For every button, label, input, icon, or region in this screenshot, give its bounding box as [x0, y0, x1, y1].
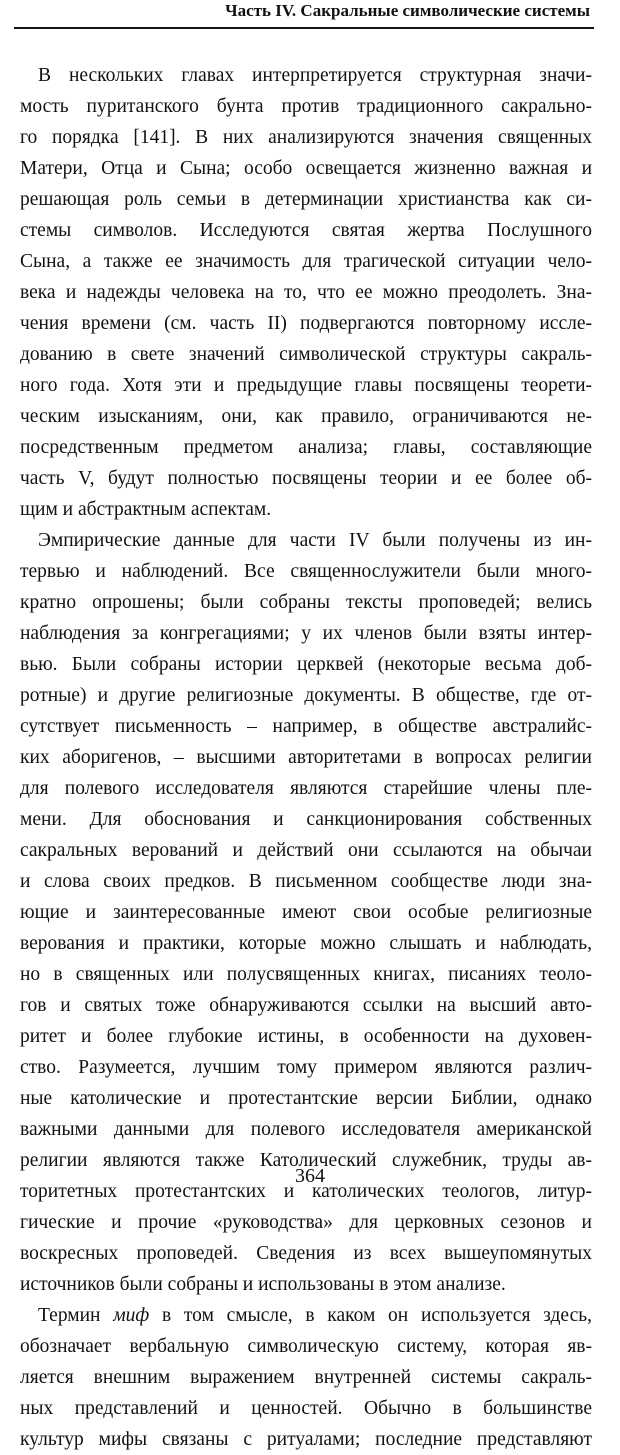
- text-line: наблюдения за конгрегациями; у их членов были взяты интер-: [20, 623, 592, 644]
- running-head: Часть IV. Сакральные символические системы: [225, 1, 590, 20]
- header-rule: [14, 27, 594, 29]
- text-line: века и надежды человека на то, что ее можно преодолеть. Зна-: [20, 282, 592, 303]
- text-line: верования и практики, которые можно слышать и наблюдать,: [20, 933, 592, 954]
- text-line: В нескольких главах интерпретируется структурная значи-: [38, 65, 592, 86]
- page-number: 364: [295, 1165, 325, 1187]
- text-line: воскресных проповедей. Сведения из всех вышеупомянутых: [20, 1243, 592, 1264]
- text-line: гические и прочие «руководства» для церковных сезонов и: [20, 1212, 592, 1233]
- text-line: важными данными для полевого исследователя американской: [20, 1119, 592, 1140]
- text-line: стемы символов. Исследуются святая жертва Послушного: [20, 220, 592, 241]
- text-line: щим и абстрактным аспектам.: [20, 499, 272, 520]
- text-line: гов и святых тоже обнаруживаются ссылки на высший авто-: [20, 995, 592, 1016]
- text-line: ного года. Хотя эти и предыдущие главы посвящены теорети-: [20, 375, 592, 396]
- text-line: мени. Для обоснования и санкционирования собственных: [20, 809, 592, 830]
- text-line: сакральных верований и действий они ссылаются на обычаи: [20, 840, 592, 861]
- text-line: дованию в свете значений символической структуры сакраль-: [20, 344, 592, 365]
- text-line: мость пуританского бунта против традиционного сакрально-: [20, 96, 592, 117]
- text-line: ные католические и протестантские версии Библии, однако: [20, 1088, 592, 1109]
- paragraph-1: [20, 60, 592, 525]
- text-line: ротные) и другие религиозные документы. В обществе, где от-: [20, 685, 592, 706]
- text-line: ческим изысканиям, они, как правило, ограничиваются не-: [20, 406, 592, 427]
- text-line: и слова своих предков. В письменном сообществе люди зна-: [20, 871, 592, 892]
- text-run: в том смысле, в каком он используется здесь,: [149, 1305, 592, 1326]
- text-line: обозначает вербальную символическую систему, которая яв-: [20, 1336, 592, 1357]
- text-line: Сына, а также ее значимость для трагической ситуации чело-: [20, 251, 592, 272]
- text-line: для полевого исследователя являются старейшие члены пле-: [20, 778, 592, 799]
- body-text: [20, 60, 592, 1455]
- text-line: го порядка [141]. В них анализируются значения священных: [20, 127, 592, 148]
- text-line: религии являются также Католический служебник, труды ав-: [20, 1150, 592, 1171]
- text-line: вью. Были собраны истории церквей (некоторые весьма доб-: [20, 654, 592, 675]
- text-line: ство. Разумеется, лучшим тому примером являются различ-: [20, 1057, 592, 1078]
- text-line: ющие и заинтересованные имеют свои особые религиозные: [20, 902, 592, 923]
- text-line: посредственным предметом анализа; главы, составляющие: [20, 437, 592, 458]
- text-line: тервью и наблюдений. Все священнослужители были много-: [20, 561, 592, 582]
- text-run: Термин: [38, 1305, 114, 1326]
- text-line: Эмпирические данные для части IV были получены из ин-: [38, 530, 592, 551]
- text-line: культур мифы связаны с ритуалами; последние представляют: [20, 1429, 592, 1450]
- text-line: решающая роль семьи в детерминации христианства как си-: [20, 189, 592, 210]
- text-line: ляется внешним выражением внутренней системы сакраль-: [20, 1367, 592, 1388]
- text-line: ких аборигенов, – высшими авторитетами в вопросах религии: [20, 747, 592, 768]
- text-line: но в священных или полусвященных книгах, писаниях теоло-: [20, 964, 592, 985]
- emphasized-term: миф: [113, 1305, 150, 1326]
- text-line-with-emphasis: [20, 1300, 592, 1331]
- text-line: ных представлений и ценностей. Обычно в большинстве: [20, 1398, 592, 1419]
- text-line: источников были собраны и использованы в этом анализе.: [20, 1274, 506, 1295]
- text-line: сутствует письменность – например, в обществе австралийс-: [20, 716, 592, 737]
- text-line: торитетных протестантских и католических теологов, литур-: [20, 1181, 592, 1202]
- text-line: часть V, будут полностью посвящены теории и ее более об-: [20, 468, 592, 489]
- text-line: чения времени (см. часть II) подвергаются повторному иссле-: [20, 313, 592, 334]
- text-line: кратно опрошены; были собраны тексты проповедей; велись: [20, 592, 592, 613]
- text-line: Матери, Отца и Сына; особо освещается жизненно важная и: [20, 158, 592, 179]
- paragraph-3: [20, 1300, 592, 1455]
- text-line: ритет и более глубокие истины, в особенности на духовен-: [20, 1026, 592, 1047]
